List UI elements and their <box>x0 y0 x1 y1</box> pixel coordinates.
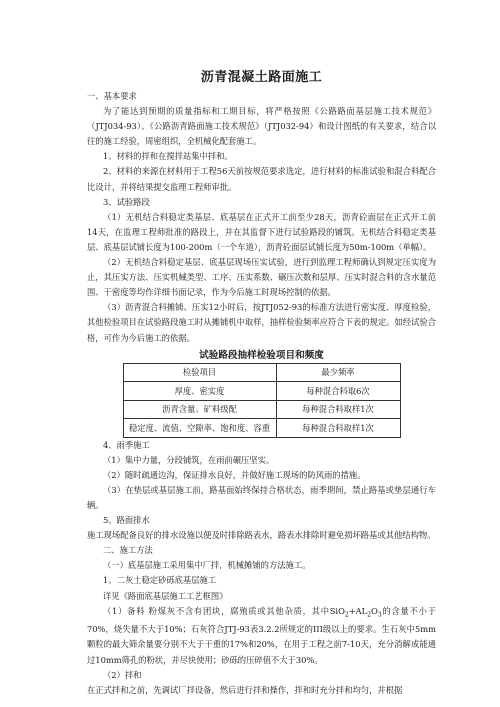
heading-drainage: 5、路面排水 <box>103 515 150 526</box>
subscript: 2 <box>344 611 349 619</box>
subscript: 3 <box>377 611 382 619</box>
heading-mixing: （2）拌和 <box>103 669 142 680</box>
paragraph-mixing: 1、材料的拌和在搅拌站集中拌和。 <box>103 151 233 162</box>
paragraph-test-section-3: （3）沥青混合料摊铺、压实12小时后，按JTJ052-93的标准方法进行密实度、厚度检验，其他检验项目在试验路段施工时从摊铺机中取样，抽样检验频率应符合下表的规定。如经试验合格，可作为今后施工的依据。 <box>87 302 436 343</box>
sampling-table <box>123 363 401 438</box>
paragraph-material-prep <box>87 604 436 668</box>
paragraph-subbase-method: （一）底基层施工采用集中厂拌，机械摊铺的方法施工。 <box>103 560 311 571</box>
paragraph-rainy-2: （2）随时疏通边沟，保证排水良好，并做好施工现场的防风雨的措施。 <box>103 469 366 480</box>
table-header-cell: 检验项目 <box>123 363 276 382</box>
table-cell: 每种混合料取样1次 <box>276 400 400 419</box>
table-row <box>123 400 400 419</box>
text-run: 的含量不小于70%，烧失量不大于10%；石灰符合JTJ-93表3.2.2所规定的III级以上的要求。生石灰中5mm颗粒的最大筛余量要分别不大于干重的17%和20%，在用于工程之前7-10天，充分消解成能通过10mm筛孔的粉状，并尽快使用；砂砾的压碎值不大于30%。 <box>87 605 436 665</box>
table-cell: 厚度、密实度 <box>123 382 276 401</box>
heading-lime-flyash-subbase: 1、二灰土稳定砂砾底基层施工 <box>103 575 217 586</box>
text-run: （1）备料 粉煤灰不含有团块，腐殖质或其他杂质，其中SiO <box>103 605 345 616</box>
table-header-row <box>123 363 400 382</box>
section-heading-construction-method: 二、施工方法 <box>103 545 153 556</box>
subscript: 2 <box>367 611 372 619</box>
paragraph-intro: 为了能达到预期的质量指标和工期目标，将严格按照《公路路面基层施工技术规范》（JTJ034-93）、《公路沥青路面施工技术规范》（JTJ032-94）和设计图纸的有关要求，结合以往的施工经验，周密组织，全机械化配套施工。 <box>87 106 436 147</box>
paragraph-rainy-3: （3）在垫层或基层施工前，路基面始终保持合格状态，雨季期间，禁止路基或垫层通行车辆。 <box>87 484 436 510</box>
paragraph-test-section-2: （2）无机结合料稳定基层、底基层现场压实试验，进行到监理工程师确认到规定压实度为止，其压实方法、压实机械类型、工序、压实系数、碾压次数和层厚、压实时混合料的含水量范围、干密度等均作详细书面记录，作为今后施工时现场控制的依据。 <box>87 257 436 298</box>
table-header-cell: 最少频率 <box>276 363 400 382</box>
table-caption: 试验路段抽样检验项目和频度 <box>199 349 324 361</box>
paragraph-material-source: 2、材料的来源在材料用于工程56天前按规范要求选定，进行材料的标准试验和混合料配合比设计，并将结果提交监理工程师审批。 <box>87 166 436 192</box>
text-run: +AL <box>348 605 368 616</box>
table-row <box>123 382 400 401</box>
paragraph-mixing-detail: 在正式拌和之前，先调试厂拌设备，然后进行拌和操作，拌和时充分拌和均匀，并根据 <box>87 684 403 695</box>
heading-rainy-season: 4、雨季施工 <box>103 439 150 450</box>
heading-test-section: 3、试验路段 <box>103 196 150 207</box>
table-cell: 稳定度、流值、空隙率、饱和度、容重 <box>123 419 276 438</box>
table-cell: 每种混合料取6次 <box>276 382 400 401</box>
paragraph-drainage: 施工现场配备良好的排水设施以便及时排除路表水，路表水排除时避免损坏路基或其他结构物。 <box>87 530 436 541</box>
text-run: O <box>371 605 378 616</box>
table-cell: 每种混合料取样1次 <box>276 419 400 438</box>
paragraph-see-flowchart: 详见《路面底基层施工工艺框图》 <box>103 590 228 601</box>
table-row <box>123 419 400 438</box>
table-cell: 沥青含量、矿料级配 <box>123 400 276 419</box>
section-heading-basic-requirements: 一、基本要求 <box>87 91 137 101</box>
document-title: 沥青混凝土路面施工 <box>200 70 323 85</box>
paragraph-rainy-1: （1）集中力量，分段铺筑，在雨前碾压坚实。 <box>103 454 275 465</box>
paragraph-test-section-1: （1）无机结合料稳定类基层、底基层在正式开工前至少28天，沥青砼面层在正式开工前14天，在监理工程师批准的路段上，并在其监督下进行试验路段的铺筑。无机结合料稳定类基层、底基层试铺长度为100-200m（一个车道），沥青砼面层试铺长度为50m-100m（单幅）。 <box>87 211 436 252</box>
